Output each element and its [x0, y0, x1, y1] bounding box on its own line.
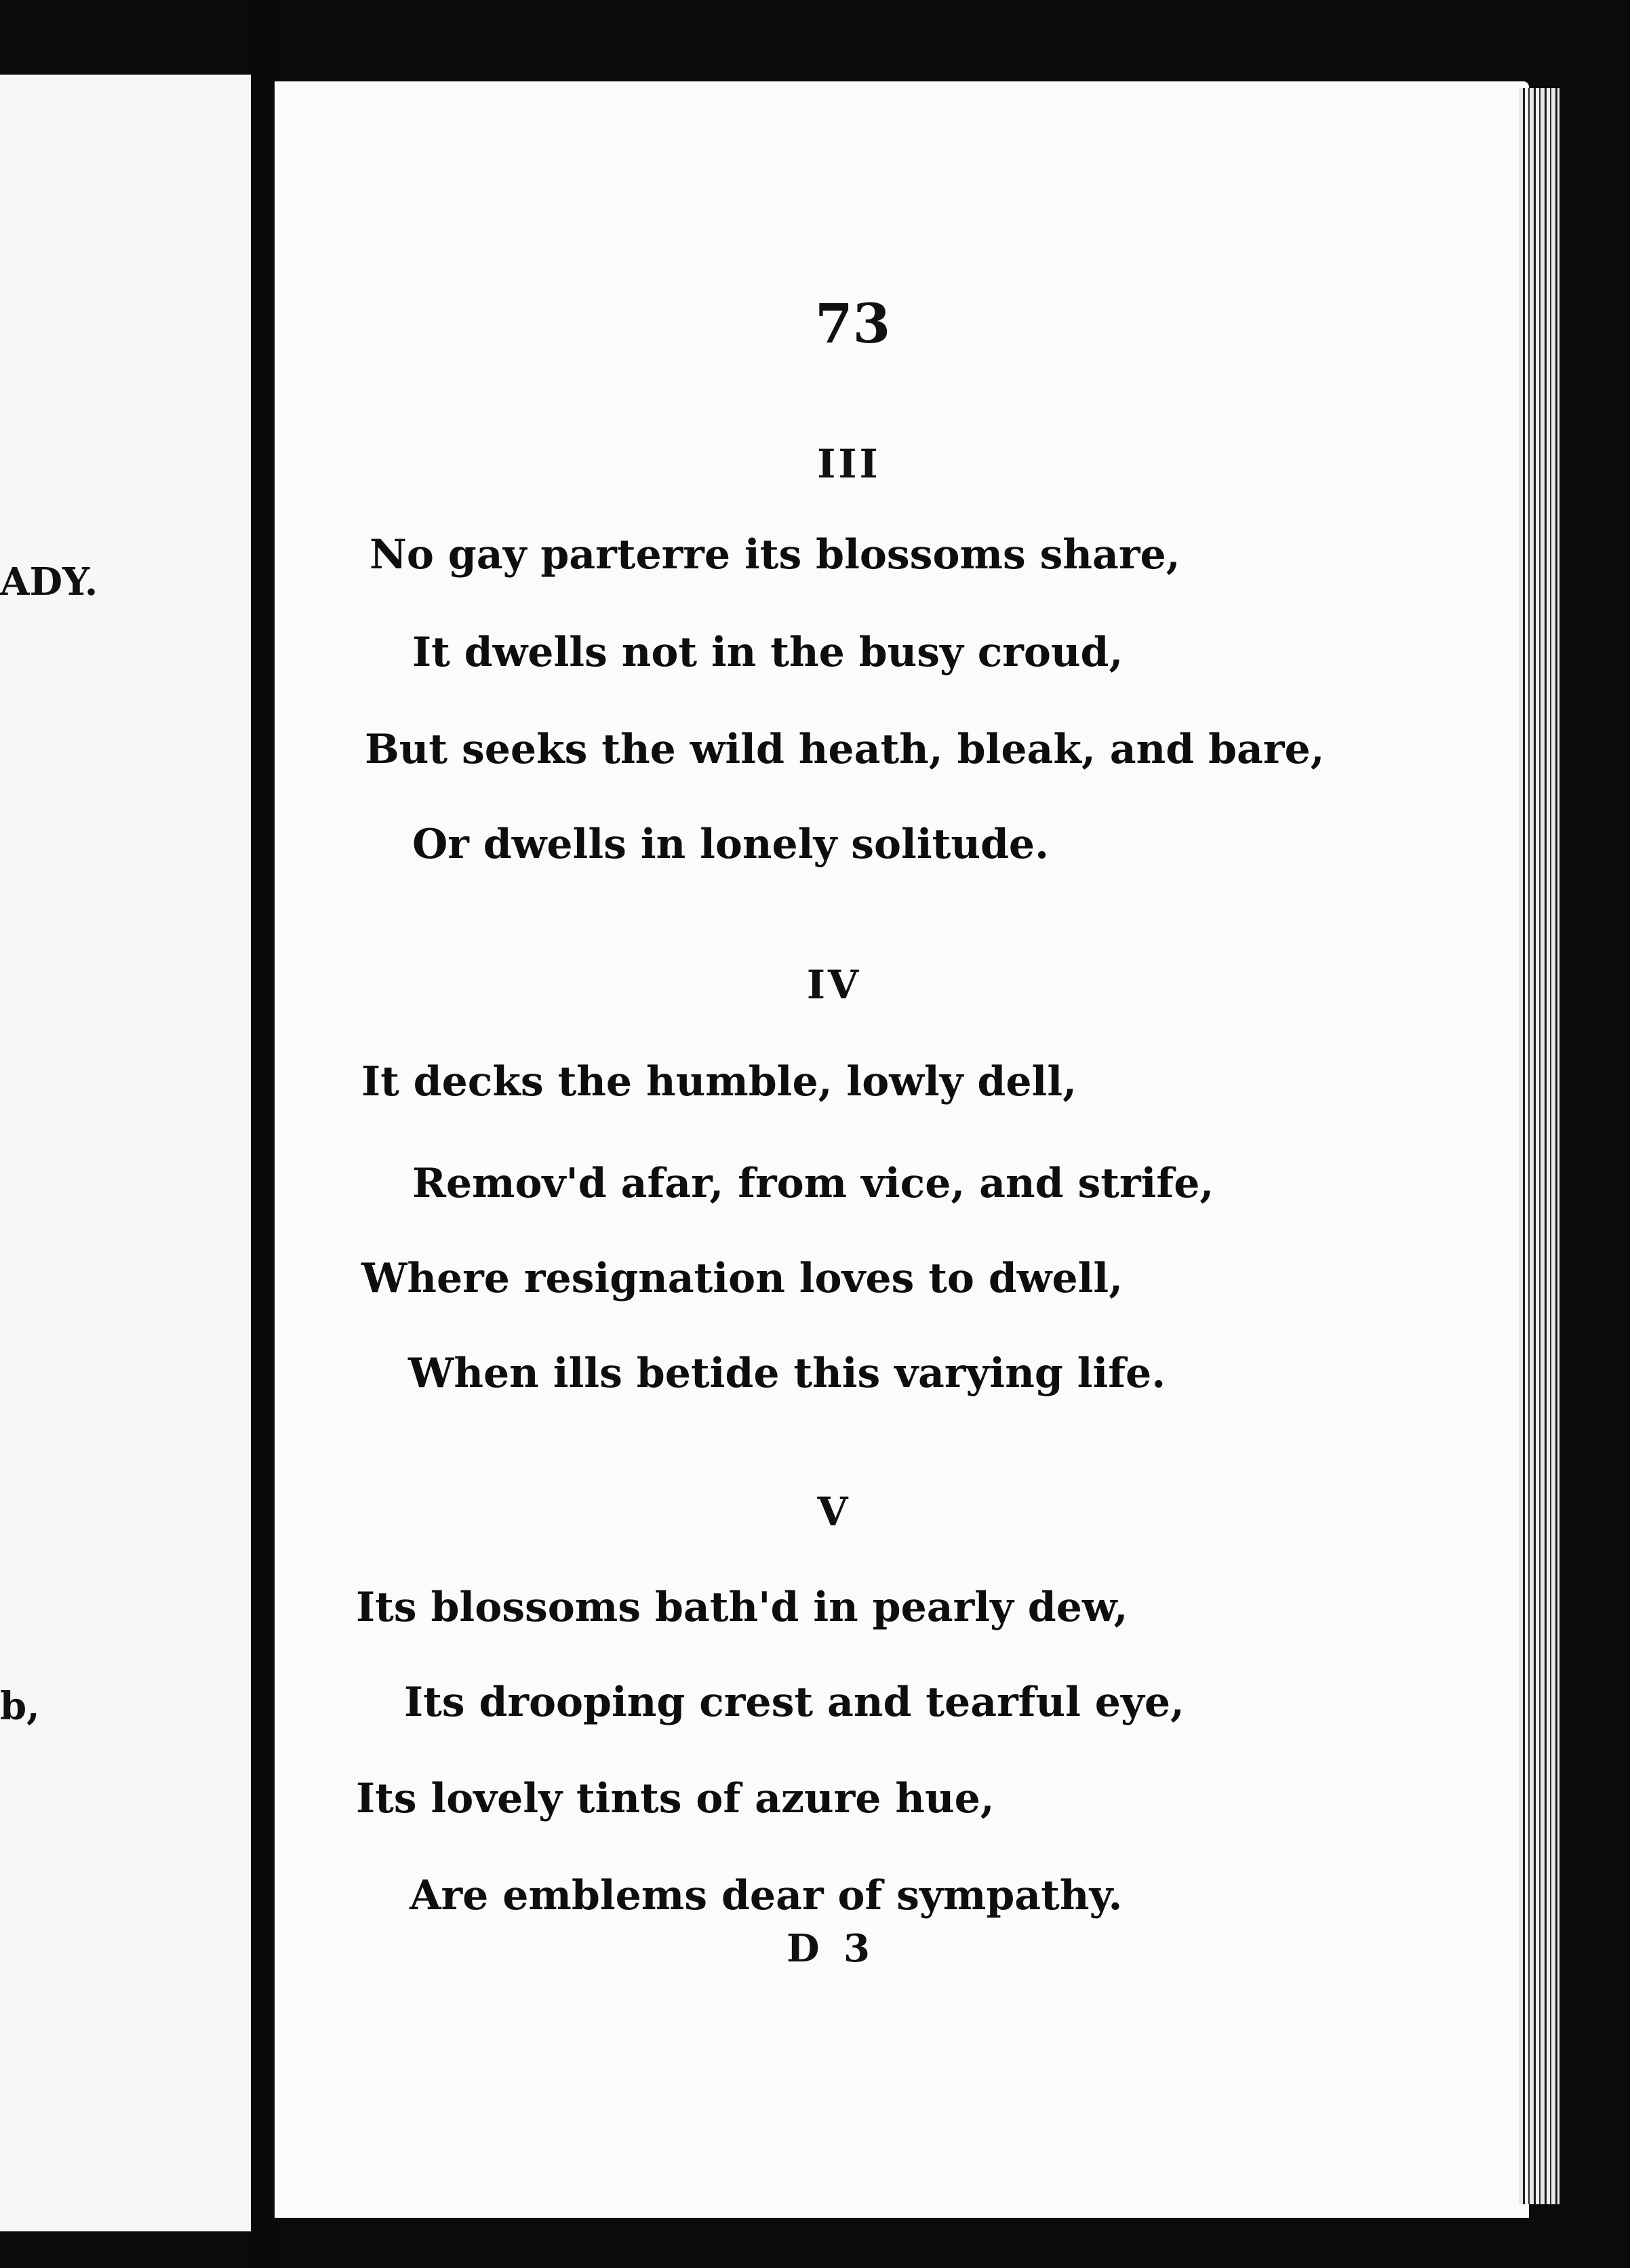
- verse-line: Its drooping crest and tearful eye,: [404, 1679, 1185, 1726]
- verse-line: Its blossoms bath'd in pearly dew,: [356, 1584, 1128, 1631]
- verse-line: Or dwells in lonely solitude.: [412, 821, 1049, 868]
- verse-line: But seeks the wild heath, bleak, and bare,: [365, 726, 1325, 773]
- page-edges: [1519, 88, 1559, 2204]
- page-number: 73: [815, 292, 891, 355]
- stanza-numeral-iii: III: [817, 441, 881, 487]
- left-page-fragment-text: b,: [0, 1684, 40, 1729]
- book-gutter: [251, 0, 278, 2268]
- left-page-fragment-heading: ADY.: [0, 560, 98, 604]
- verse-line: Its lovely tints of azure hue,: [356, 1775, 995, 1822]
- stanza-numeral-v: V: [817, 1489, 851, 1535]
- verse-line: When ills betide this varying life.: [408, 1350, 1166, 1397]
- left-facing-page: [0, 75, 251, 2231]
- verse-line: It decks the humble, lowly dell,: [361, 1058, 1077, 1106]
- verse-line: Are emblems dear of sympathy.: [410, 1872, 1123, 1919]
- stanza-numeral-iv: IV: [806, 962, 862, 1008]
- verse-line: Where resignation loves to dwell,: [361, 1255, 1124, 1302]
- verse-line: Remov'd afar, from vice, and strife,: [412, 1160, 1214, 1207]
- signature-mark: D 3: [787, 1926, 876, 1971]
- verse-line: No gay parterre its blossoms share,: [370, 531, 1180, 579]
- verse-line: It dwells not in the busy croud,: [412, 629, 1124, 676]
